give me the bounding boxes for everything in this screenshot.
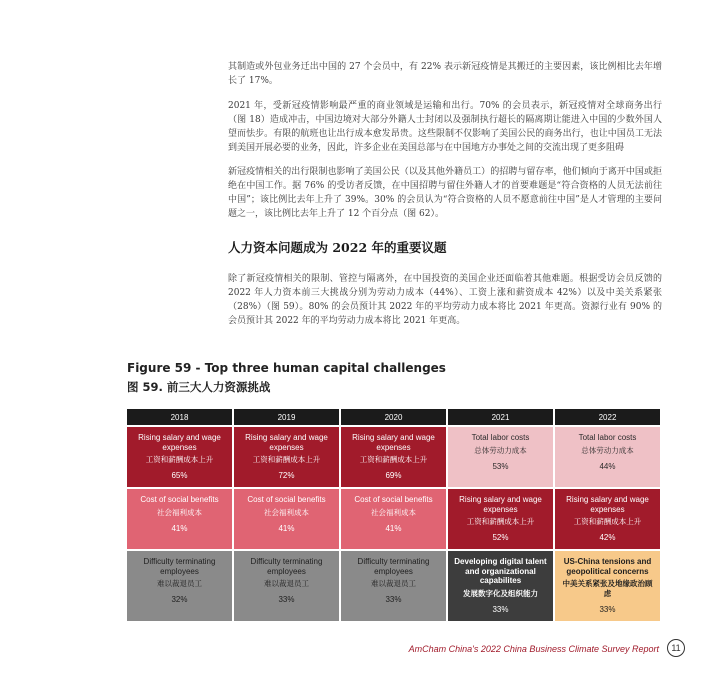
challenge-label-zh: 难以裁退员工 bbox=[264, 579, 309, 588]
challenge-percent: 52% bbox=[492, 533, 509, 542]
body-paragraph-3: 新冠疫情相关的出行限制也影响了美国公民（以及其他外籍员工）的招聘与留存率，他们倾向于离开中国或拒绝在中国工作。据 76% 的受访者反馈，在中国招聘与留住外籍人才的首要难题是“符合资格的人员无法前往中国”；该比例比去年上升了 39%。30% 的会员认为“符合资格的人员不愿意前往中国”是人才管理的主要问题之一，该比例比去年上升了 12 个百分点（图 62）。 bbox=[228, 167, 662, 219]
challenge-label-en: Total labor costs bbox=[471, 433, 530, 442]
challenge-label-en: Difficulty terminating employees bbox=[143, 557, 216, 576]
challenge-percent: 33% bbox=[599, 605, 616, 614]
challenge-cell bbox=[448, 551, 553, 621]
challenge-label-zh: 中美关系紧张及地缘政治顾虑 bbox=[562, 579, 653, 598]
challenge-label-zh: 发展数字化及组织能力 bbox=[463, 588, 538, 598]
challenge-label-zh: 社会福利成本 bbox=[264, 507, 309, 517]
challenges-table bbox=[127, 409, 660, 621]
challenge-percent: 41% bbox=[278, 523, 295, 533]
challenge-percent: 33% bbox=[492, 604, 509, 614]
challenge-label-en: Total labor costs bbox=[578, 433, 637, 442]
section-heading: 人力资本问题成为 2022 年的重要议题 bbox=[228, 240, 447, 255]
challenge-label-en: Developing digital talent and organizational capabilites bbox=[454, 557, 547, 585]
challenge-label-en: Rising salary and wage expenses bbox=[245, 433, 328, 452]
challenge-cell bbox=[234, 551, 339, 621]
challenge-cell bbox=[127, 427, 232, 487]
challenge-percent: 53% bbox=[492, 461, 509, 471]
challenge-percent: 33% bbox=[385, 595, 402, 604]
challenge-label-en: Rising salary and wage expenses bbox=[138, 433, 221, 452]
challenge-cell bbox=[127, 551, 232, 621]
challenge-label-en: Cost of social benefits bbox=[354, 495, 433, 504]
challenge-cell bbox=[341, 427, 446, 487]
challenge-label-en: Rising salary and wage expenses bbox=[352, 433, 435, 452]
challenge-label-zh: 难以裁退员工 bbox=[157, 579, 202, 588]
challenge-percent: 42% bbox=[599, 533, 616, 542]
challenge-cell bbox=[555, 551, 660, 621]
challenge-percent: 33% bbox=[278, 595, 295, 604]
body-paragraph-4: 除了新冠疫情相关的限制、管控与隔离外，在中国投资的美国企业还面临着其他难题。根据受访会员反馈的 2022 年人力资本前三大挑战分别为劳动力成本（44%）、工资上涨和薪资成本 42%）以及中美关系紧张（28%）（图 59）。80% 的会员预计其 2022 年的平均劳动力成本将比 2021 年更高。资源行业有 90% 的会员预计其 2022 年的平均劳动力成本将比 2021 年更高。 bbox=[228, 274, 662, 326]
challenge-label-zh: 社会福利成本 bbox=[371, 507, 416, 517]
challenge-cell bbox=[448, 489, 553, 549]
challenge-label-zh: 工资和薪酬成本上升 bbox=[145, 455, 214, 464]
challenge-label-en: Rising salary and wage expenses bbox=[459, 495, 542, 514]
challenge-label-zh: 工资和薪酬成本上升 bbox=[252, 455, 321, 464]
challenge-label-en: US-China tensions and geopolitical concerns bbox=[563, 557, 652, 576]
challenge-cell bbox=[448, 427, 553, 487]
challenge-label-zh: 工资和薪酬成本上升 bbox=[466, 517, 535, 526]
report-footer: AmCham China's 2022 China Business Climate Survey Report bbox=[408, 644, 659, 654]
page-number: 11 bbox=[667, 639, 685, 657]
challenge-percent: 65% bbox=[171, 471, 188, 480]
challenge-cell bbox=[234, 427, 339, 487]
challenge-cell bbox=[234, 489, 339, 549]
challenge-label-en: Difficulty terminating employees bbox=[250, 557, 323, 576]
challenge-percent: 32% bbox=[171, 595, 188, 604]
figure-title-en: Figure 59 - Top three human capital challenges bbox=[127, 361, 446, 375]
challenge-label-zh: 工资和薪酬成本上升 bbox=[573, 517, 642, 526]
challenge-cell bbox=[341, 489, 446, 549]
challenge-percent: 41% bbox=[385, 523, 402, 533]
challenge-percent: 69% bbox=[385, 471, 402, 480]
year-header: 2021 bbox=[448, 409, 553, 425]
challenge-label-zh: 社会福利成本 bbox=[157, 507, 202, 517]
body-paragraph-1: 其制造或外包业务迁出中国的 27 个会员中，有 22% 表示新冠疫情是其搬迁的主要因素，该比例相比去年增长了 17%。 bbox=[228, 62, 662, 86]
challenge-cell bbox=[555, 427, 660, 487]
year-header: 2018 bbox=[127, 409, 232, 425]
challenge-cell bbox=[127, 489, 232, 549]
challenge-percent: 72% bbox=[278, 471, 295, 480]
challenge-percent: 41% bbox=[171, 523, 188, 533]
year-header: 2019 bbox=[234, 409, 339, 425]
challenge-label-zh: 工资和薪酬成本上升 bbox=[359, 455, 428, 464]
challenge-label-zh: 总体劳动力成本 bbox=[581, 445, 634, 455]
challenge-label-en: Rising salary and wage expenses bbox=[566, 495, 649, 514]
challenge-label-zh: 难以裁退员工 bbox=[371, 579, 416, 588]
year-header: 2020 bbox=[341, 409, 446, 425]
challenge-label-zh: 总体劳动力成本 bbox=[474, 445, 527, 455]
year-header: 2022 bbox=[555, 409, 660, 425]
challenge-percent: 44% bbox=[599, 461, 616, 471]
challenge-label-en: Cost of social benefits bbox=[140, 495, 219, 504]
challenge-cell bbox=[555, 489, 660, 549]
body-paragraph-2: 2021 年，受新冠疫情影响最严重的商业领域是运输和出行。70% 的会员表示，新冠疫情对全球商务出行（图 18）造成冲击，中国边境对大部分外籍人士封闭以及强制执行超长的隔离期让能进入中国的少数外国人望而怯步。有限的航班也让出行成本愈发昂贵。这些限制不仅影响了美国公民的商务出行，也让中国员工无法到美国开展必要的业务，因此，许多企业在美国总部与在中国地方办事处之间的交流出现了更多阻碍 bbox=[228, 101, 662, 153]
figure-title-zh: 图 59. 前三大人力资源挑战 bbox=[127, 380, 271, 394]
challenge-label-en: Difficulty terminating employees bbox=[357, 557, 430, 576]
challenge-cell bbox=[341, 551, 446, 621]
challenge-label-en: Cost of social benefits bbox=[247, 495, 326, 504]
